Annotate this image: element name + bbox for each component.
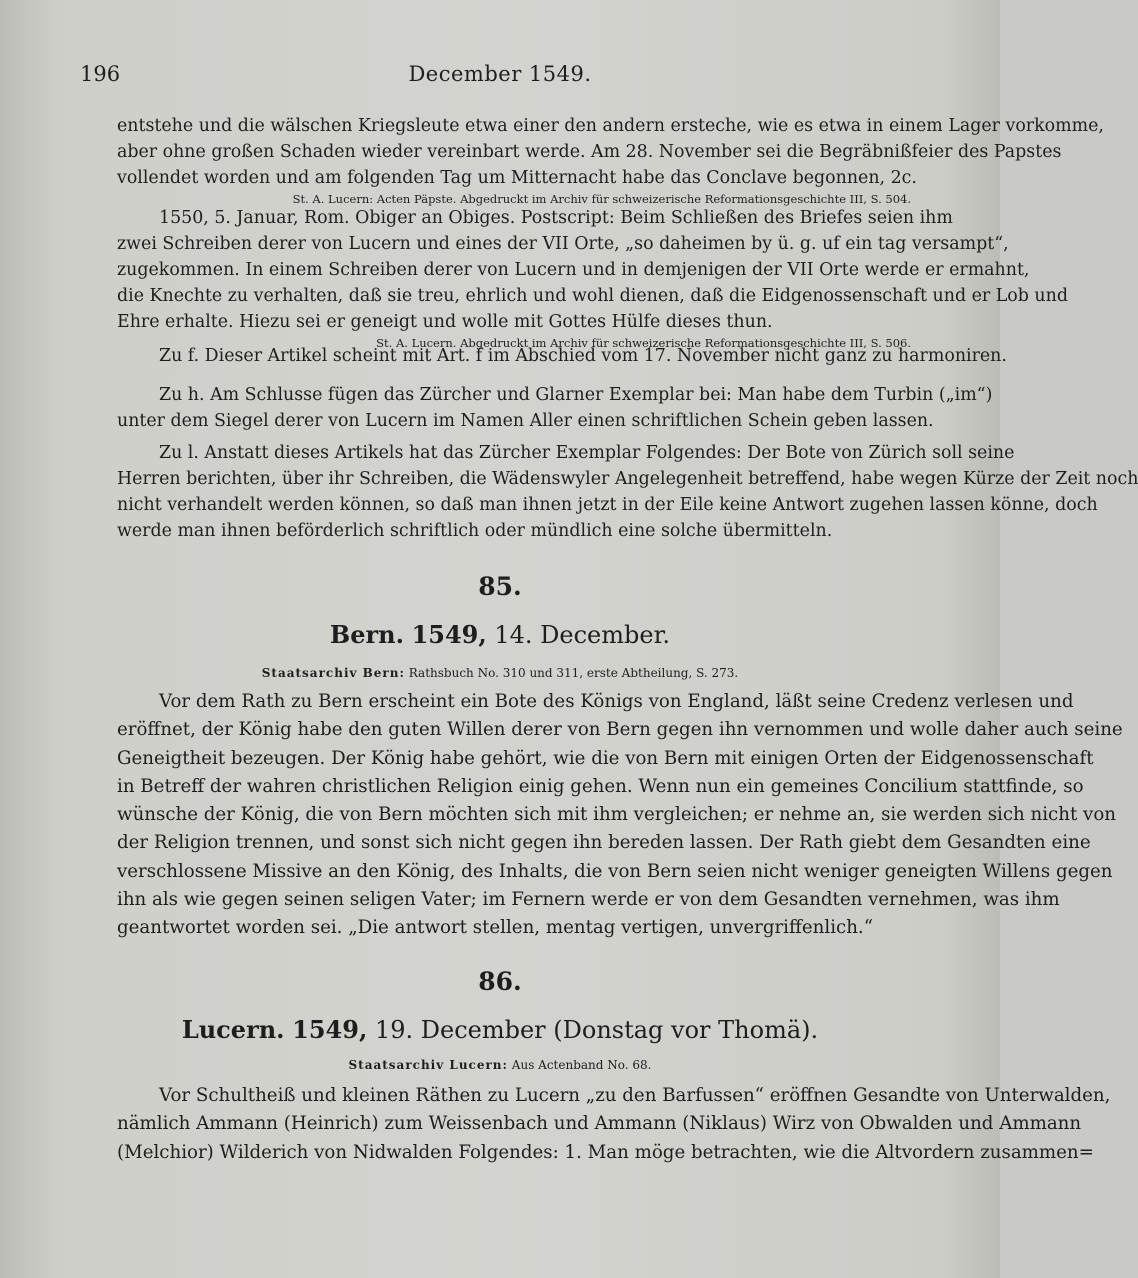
running-title: December 1549. bbox=[408, 62, 592, 86]
entry-86-paragraph bbox=[117, 1082, 1111, 1167]
text-line: nicht verhandelt werden können, so daß man ihnen jetzt in der Eile keine Antwort zugehen lassen könne, doch bbox=[117, 495, 1098, 515]
entry-number-86: 86. bbox=[478, 967, 522, 996]
heading-year: 1549, bbox=[292, 1015, 368, 1044]
source-citation: St. A. Lucern: Acten Päpste. Abgedruckt im Archiv für schweizerische Reformationsgeschichte III, S. 504. bbox=[292, 192, 911, 206]
archive-ref: Aus Actenband No. 68. bbox=[511, 1058, 652, 1072]
text-line: Ehre erhalte. Hiezu sei er geneigt und wolle mit Gottes Hülfe dieses thun. bbox=[117, 312, 773, 332]
text-line: zwei Schreiben derer von Lucern und eines der VII Orte, „so daheimen by ü. g. uf ein tag versampt“, bbox=[117, 234, 1009, 254]
heading-place: Bern. bbox=[329, 620, 404, 649]
text-line: werde man ihnen beförderlich schriftlich oder mündlich eine solche übermitteln. bbox=[117, 521, 833, 541]
text-line: unter dem Siegel derer von Lucern im Namen Aller einen schriftlichen Schein geben lassen. bbox=[117, 411, 934, 431]
heading-date: 19. December (Donstag vor Thomä). bbox=[374, 1016, 819, 1044]
archive-label: Staatsarchiv Lucern: bbox=[348, 1058, 508, 1072]
text-line: Herren berichten, über ihr Schreiben, die Wädenswyler Angelegenheit betreffend, habe wegen Kürze der Zeit noch bbox=[117, 469, 1138, 489]
archive-reference-86 bbox=[0, 1058, 1000, 1072]
text-line: Zu h. Am Schlusse fügen das Zürcher und Glarner Exemplar bei: Man habe dem Turbin („im“) bbox=[159, 385, 993, 405]
note-1550-paragraph bbox=[117, 205, 1068, 351]
text-line: Vor dem Rath zu Bern erscheint ein Bote des Königs von England, läßt seine Credenz verlesen und bbox=[159, 691, 1074, 712]
archive-ref: Rathsbuch No. 310 und 311, erste Abtheilung, S. 273. bbox=[408, 666, 739, 680]
text-line: verschlossene Missive an den König, des Inhalts, die von Bern seien nicht weniger geneigten Willens gegen bbox=[117, 860, 1113, 882]
text-line: in Betreff der wahren christlichen Religion einig gehen. Wenn nun ein gemeines Concilium stattfinde, so bbox=[117, 775, 1084, 797]
entry-85-paragraph bbox=[117, 688, 1123, 943]
text-line: aber ohne großen Schaden wieder vereinbart werde. Am 28. November sei die Begräbnißfeier des Papstes bbox=[117, 142, 1062, 162]
heading-place: Lucern. bbox=[181, 1015, 285, 1044]
text-line: zugekommen. In einem Schreiben derer von Lucern und in demjenigen der VII Orte werde er ermahnt, bbox=[117, 260, 1030, 280]
text-line: 1550, 5. Januar, Rom. Obiger an Obiges. Postscript: Beim Schließen des Briefes seien ihm bbox=[159, 208, 953, 228]
note-f-paragraph bbox=[117, 343, 1007, 369]
text-line: die Knechte zu verhalten, daß sie treu, ehrlich und wohl dienen, daß die Eidgenossenschaft und er Lob und bbox=[117, 286, 1068, 306]
text-line: wünsche der König, die von Bern möchten sich mit ihm vergleichen; er nehme an, sie werden sich nicht von bbox=[117, 804, 1116, 826]
heading-date: 14. December. bbox=[494, 621, 671, 649]
entry-heading-85 bbox=[0, 620, 1000, 649]
text-line: eröffnet, der König habe den guten Willen derer von Bern gegen ihn vernommen und wolle daher auch seine bbox=[117, 719, 1123, 741]
text-line: nämlich Ammann (Heinrich) zum Weissenbach und Ammann (Niklaus) Wirz von Obwalden und Ammann bbox=[117, 1113, 1082, 1135]
continuation-paragraph bbox=[117, 113, 1104, 207]
text-line: Zu l. Anstatt dieses Artikels hat das Zürcher Exemplar Folgendes: Der Bote von Zürich soll seine bbox=[159, 443, 1015, 463]
text-line: entstehe und die wälschen Kriegsleute etwa einer den andern ersteche, wie es etwa in einem Lager vorkomme, bbox=[117, 116, 1104, 136]
entry-number-85: 85. bbox=[478, 572, 522, 601]
text-line: vollendet worden und am folgenden Tag um Mitternacht habe das Conclave begonnen, 2c. bbox=[117, 168, 917, 188]
text-line: (Melchior) Wilderich von Nidwalden Folgendes: 1. Man möge betrachten, wie die Altvordern zusammen= bbox=[117, 1141, 1094, 1163]
source-citation: St. A. Lucern. Abgedruckt im Archiv für schweizerische Reformationsgeschichte III, S. 506. bbox=[376, 336, 911, 350]
page-number: 196 bbox=[80, 62, 121, 86]
text-line: ihn als wie gegen seinen seligen Vater; im Fernern werde er von dem Gesandten vernehmen, was ihm bbox=[117, 889, 1060, 911]
text-line: Zu f. Dieser Artikel scheint mit Art. f im Abschied vom 17. November nicht ganz zu harmoniren. bbox=[159, 346, 1007, 366]
text-line: Vor Schultheiß und kleinen Räthen zu Lucern „zu den Barfussen“ eröffnen Gesandte von Unterwalden, bbox=[159, 1085, 1111, 1106]
note-h-paragraph bbox=[117, 382, 993, 434]
archive-label: Staatsarchiv Bern: bbox=[261, 666, 405, 680]
note-l-paragraph bbox=[117, 440, 1138, 544]
entry-heading-86 bbox=[0, 1015, 1000, 1044]
heading-year: 1549, bbox=[411, 620, 487, 649]
text-line: Geneigtheit bezeugen. Der König habe gehört, wie die von Bern mit einigen Orten der Eidgenossenschaft bbox=[117, 747, 1094, 769]
archive-reference-85 bbox=[0, 666, 1000, 680]
text-line: der Religion trennen, und sonst sich nicht gegen ihn bereden lassen. Der Rath giebt dem Gesandten eine bbox=[117, 832, 1091, 854]
text-line: geantwortet worden sei. „Die antwort stellen, mentag vertigen, unvergriffenlich.“ bbox=[117, 917, 874, 939]
